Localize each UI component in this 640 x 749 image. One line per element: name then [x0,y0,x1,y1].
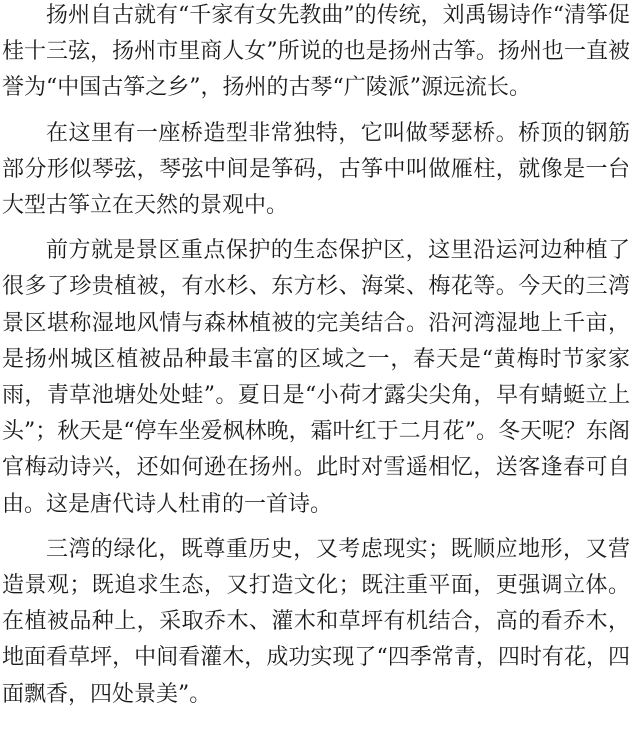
paragraph-2: 在这里有一座桥造型非常独特，它叫做琴瑟桥。桥顶的钢筋部分形似琴弦，琴弦中间是筝码，古筝中叫做雁柱，就像是一台大型古筝立在天然的景观中。 [2,120,630,219]
paragraph-3: 前方就是景区重点保护的生态保护区，这里沿运河边种植了很多了珍贵植被，有水杉、东方杉、海棠、梅花等。今天的三湾景区堪称湿地风情与森林植被的完美结合。沿河湾湿地上千亩，是扬州城区植被品种最丰富的区域之一，春天是“黄梅时节家家雨，青草池塘处处蛙”。夏日是“小荷才露尖尖角，早有蜻蜓立上头”；秋天是“停车坐爱枫林晚，霜叶红于二月花”。冬天呢？东阁官梅动诗兴，还如何逊在扬州。此时对雪遥相忆，送客逢春可自由。这是唐代诗人杜甫的一首诗。 [2,238,630,517]
paragraph-1: 扬州自古就有“千家有女先教曲”的传统，刘禹锡诗作“清筝促桂十三弦，扬州市里商人女”所说的也是扬州古筝。扬州也一直被誉为“中国古筝之乡”，扬州的古琴“广陵派”源远流长。 [2,3,630,101]
paragraph-4: 三湾的绿化，既尊重历史，又考虑现实；既顺应地形，又营造景观；既追求生态，又打造文化；既注重平面，更强调立体。在植被品种上，采取乔木、灌木和草坪有机结合，高的看乔木，地面看草坪，中间看灌木，成功实现了“四季常青，四时有花，四面飘香，四处景美”。 [2,536,630,707]
